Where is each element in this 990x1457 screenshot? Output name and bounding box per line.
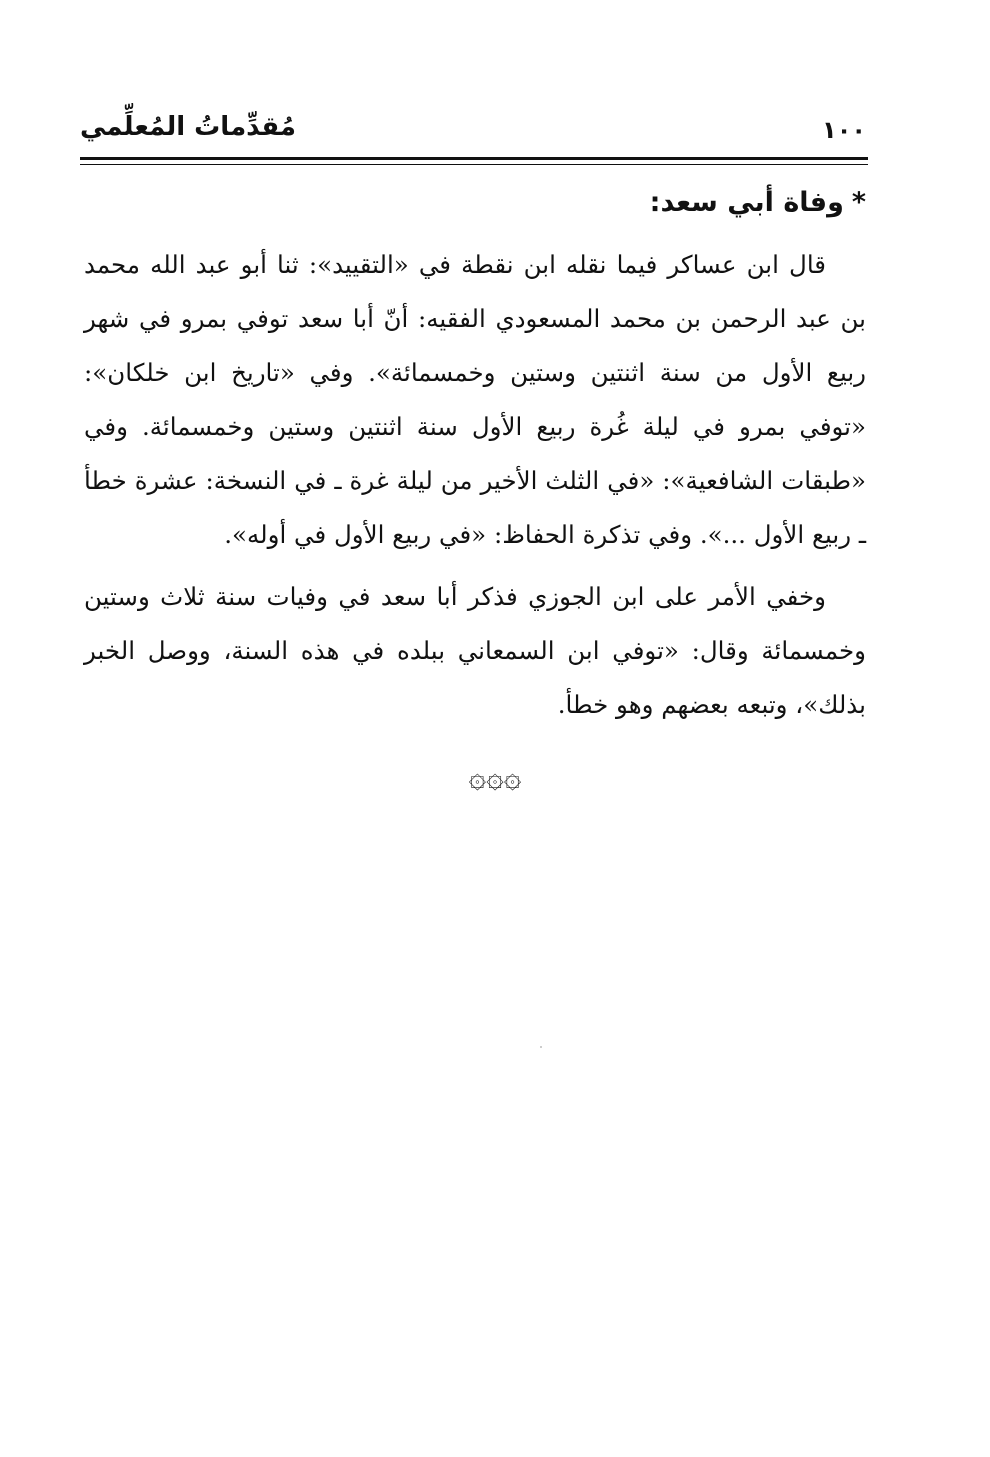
main-text	[84, 178, 866, 732]
running-title: مُقدِّماتُ المُعلِّمي	[80, 112, 296, 142]
section-end-ornament-icon: ۞۞۞	[468, 760, 522, 795]
page-number: ١٠٠	[822, 116, 866, 144]
header-rule-thick	[80, 157, 868, 160]
section-heading-text: وفاة أبي سعد:	[649, 187, 844, 218]
asterisk-icon: *	[851, 187, 866, 218]
page-header	[80, 104, 866, 156]
scan-speck	[540, 1046, 542, 1048]
section-heading	[84, 178, 866, 228]
paragraph-2: وخفي الأمر على ابن الجوزي فذكر أبا سعد في وفيات سنة ثلاث وستين وخمسمائة وقال: «توفي ابن السمعاني ببلده في هذه السنة، ووصل الخبر بذلك»، وتبعه بعضهم وهو خطأ.	[84, 582, 866, 719]
header-rule-thin	[80, 164, 868, 165]
paragraph-1: قال ابن عساكر فيما نقله ابن نقطة في «التقييد»: ثنا أبو عبد الله محمد بن عبد الرحمن بن محمد المسعودي الفقيه: أنّ أبا سعد توفي بمرو في شهر ربيع الأول من سنة اثنتين وستين وخمسمائة». وفي «تاريخ ابن خلكان»: «توفي بمرو في ليلة غُرة ربيع الأول سنة اثنتين وستين وخمسمائة. وفي «طبقات الشافعية»: «في الثلث الأخير من ليلة غرة ـ في النسخة: عشرة خطأ ـ ربيع الأول ...». وفي تذكرة الحفاظ: «في ربيع الأول في أوله».	[84, 250, 867, 549]
